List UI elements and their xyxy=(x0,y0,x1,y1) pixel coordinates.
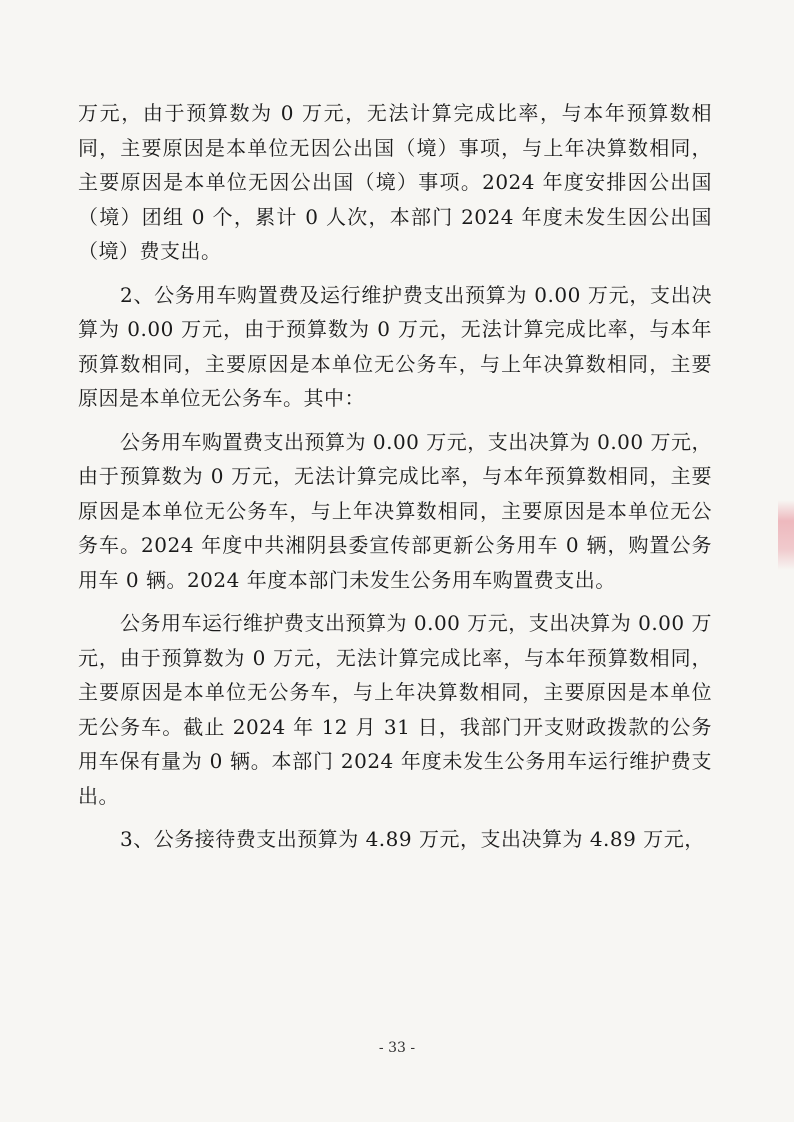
paragraph-vehicle-purchase: 公务用车购置费支出预算为 0.00 万元，支出决算为 0.00 万元，由于预算数为 0 万元，无法计算完成比率，与本年预算数相同，主要原因是本单位无公务车，与上年决算数相同，主要原因是本单位无公务车。2024 年度中共湘阴县委宣传部更新公务用车 0 辆，购置公务用车 0 辆。2024 年度本部门未发生公务用车购置费支出。 xyxy=(78,429,712,592)
paragraph-gap xyxy=(78,813,712,822)
paragraph-gap xyxy=(78,416,712,425)
paragraph-vehicle-maintenance: 公务用车运行维护费支出预算为 0.00 万元，支出决算为 0.00 万元，由于预算数为 0 万元，无法计算完成比率，与本年预算数相同，主要原因是本单位无公务车，与上年决算数相同，主要原因是本单位无公务车。截止 2024 年 12 月 31 日，我部门开支财政拨款的公务用车保有量为 0 辆。本部门 2024 年度未发生公务用车运行维护费支出。 xyxy=(78,611,712,808)
seal-edge-mark xyxy=(778,500,794,570)
paragraph-gap xyxy=(78,597,712,606)
paragraph-vehicle-total: 2、公务用车购置费及运行维护费支出预算为 0.00 万元，支出决算为 0.00 万元，由于预算数为 0 万元，无法计算完成比率，与本年预算数相同，主要原因是本单位无公务车，与上年决算数相同，主要原因是本单位无公务车。其中： xyxy=(78,282,712,410)
document-body xyxy=(78,96,712,857)
paragraph-outbound-travel: 万元，由于预算数为 0 万元，无法计算完成比率，与本年预算数相同，主要原因是本单位无因公出国（境）事项，与上年决算数相同，主要原因是本单位无因公出国（境）事项。2024 年度安排因公出国（境）团组 0 个，累计 0 人次，本部门 2024 年度未发生因公出国（境）费支出。 xyxy=(78,101,712,263)
paragraph-reception: 3、公务接待费支出预算为 4.89 万元，支出决算为 4.89 万元， xyxy=(120,827,705,851)
page-number: - 33 - xyxy=(378,1040,416,1056)
paragraph-gap xyxy=(78,269,712,278)
